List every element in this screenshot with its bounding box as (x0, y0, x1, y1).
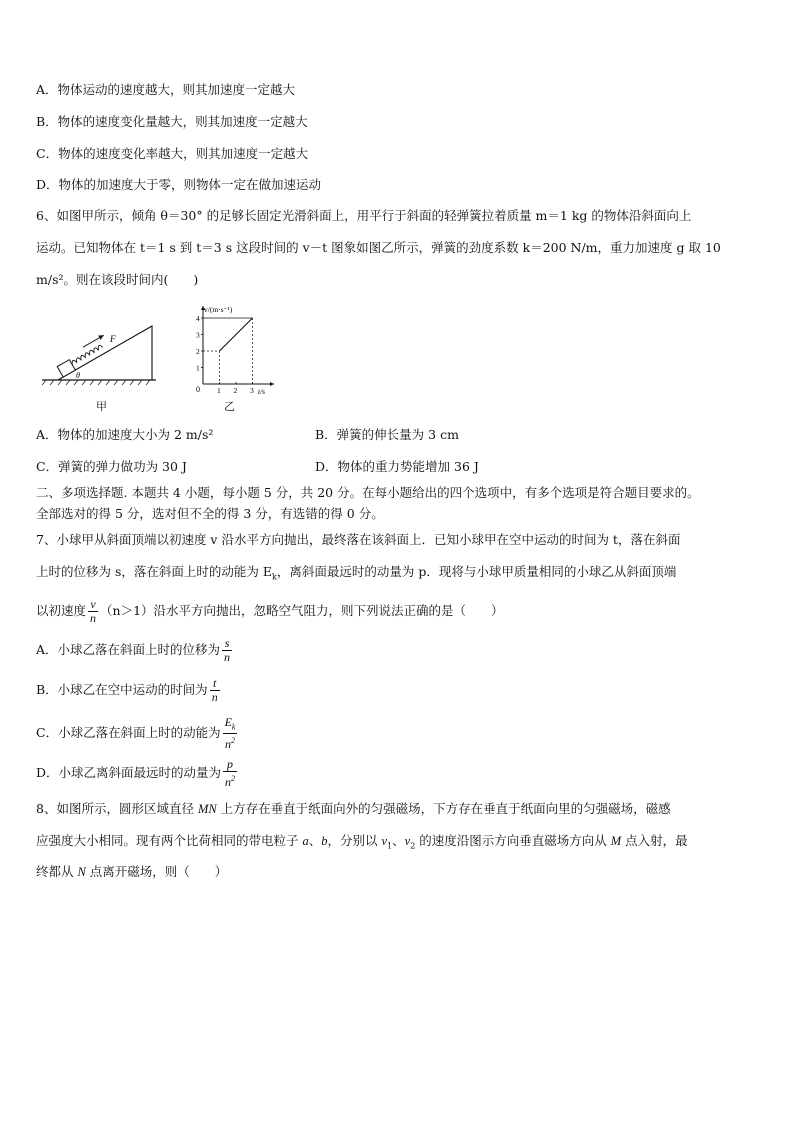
q5-option-a: A．物体运动的速度越大，则其加速度一定越大 (36, 82, 296, 97)
force-label: F (110, 334, 116, 344)
q7-stem-line3: 以初速度 $\frac{v}{n}$ （n＞1）沿水平方向抛出，忽略空气阻力，则下列说法正确的是（ ） (36, 597, 504, 625)
x-tick-label: 2 (233, 386, 238, 395)
q5-option-b: B．物体的速度变化量越大，则其加速度一定越大 (36, 114, 308, 129)
y-tick-label: 4 (196, 314, 200, 323)
y-tick-label: 3 (196, 330, 200, 340)
q7-option-a: A．小球乙落在斜面上时的位移为 $\frac{s}{n}$ (36, 636, 231, 664)
q7-stem-line1: 7、小球甲从斜面顶端以初速度 v 沿水平方向抛出，最终落在该斜面上．已知小球甲在空中运动的时间为 t，落在斜面 (36, 532, 681, 547)
angle-label: θ (76, 371, 80, 380)
q7-stem-line2: 上时的位移为 s，落在斜面上时的动能为 $E_k$，离斜面最远时的动量为 p．现将与小球甲质量相同的小球乙从斜面顶端 (36, 564, 677, 582)
q7-option-b: B．小球乙在空中运动的时间为 $\frac{t}{n}$ (36, 676, 218, 704)
q5-option-d: D．物体的加速度大于零，则物体一定在做加速运动 (36, 177, 322, 192)
figure-jia-label: 甲 (96, 400, 107, 413)
q6-option-a: A．物体的加速度大小为 2 m/s² (36, 427, 214, 442)
ground-hatching (42, 380, 150, 385)
q6-stem-line2: 运动。已知物体在 t＝1 s 到 t＝3 s 这段时间的 v－t 图象如图乙所示，弹簧的劲度系数 k＝200 N/m，重力加速度 g 取 10 (36, 240, 721, 255)
q7-option-d: D．小球乙离斜面最远时的动量为 $\frac{p}{n^2}$ (36, 757, 236, 789)
vt-graph (188, 302, 280, 398)
q7-option-c: C．小球乙落在斜面上时的动能为 $\frac{E_k}{n^2}$ (36, 715, 236, 752)
q5-option-c: C．物体的速度变化率越大，则其加速度一定越大 (36, 146, 309, 161)
q6-option-d: D．物体的重力势能增加 36 J (315, 459, 479, 474)
incline-figure (40, 318, 160, 390)
vt-data-line (220, 318, 253, 351)
origin-label: 0 (196, 385, 200, 394)
section2-line2: 全部选对的得 5 分，选对但不全的得 3 分，有选错的得 0 分。 (36, 506, 384, 521)
x-tick-label: 1 (217, 386, 221, 395)
q6-option-b: B．弹簧的伸长量为 3 cm (315, 427, 459, 442)
x-axis-arrow (270, 382, 274, 386)
x-axis-label: t/s (258, 387, 266, 396)
fraction-v-over-n: $\frac{v}{n}$ (90, 597, 97, 625)
x-tick-label: 3 (250, 386, 254, 395)
q8-stem-line3: 终都从 N 点离开磁场，则（ ） (36, 864, 228, 879)
q8-stem-line1: 8、如图所示，圆形区域直径 MN 上方存在垂直于纸面向外的匀强磁场，下方存在垂直于纸面向里的匀强磁场，磁感 (36, 801, 671, 816)
q6-stem-line1: 6、如图甲所示，倾角 θ＝30° 的足够长固定光滑斜面上，用平行于斜面的轻弹簧拉着质量 m＝1 kg 的物体沿斜面向上 (36, 208, 692, 223)
q6-option-c: C．弹簧的弹力做功为 30 J (36, 459, 187, 474)
spring (71, 344, 103, 364)
y-tick-label: 2 (196, 347, 200, 356)
q6-stem-line3: m/s²。则在该段时间内( ) (36, 272, 199, 287)
section2-line1: 二、多项选择题. 本题共 4 小题，每小题 5 分，共 20 分。在每小题给出的四个选项中，有多个选项是符合题目要求的。 (36, 485, 700, 500)
y-tick-label: 1 (196, 363, 200, 373)
y-axis-label: v/(m·s⁻¹) (204, 305, 233, 314)
q8-stem-line2: 应强度大小相同。现有两个比荷相同的带电粒子 a、b，分别以 $v_1$、$v_2$ 的速度沿图示方向垂直磁场方向从 M 点入射，最 (36, 833, 688, 851)
figure-yi-label: 乙 (224, 400, 235, 413)
